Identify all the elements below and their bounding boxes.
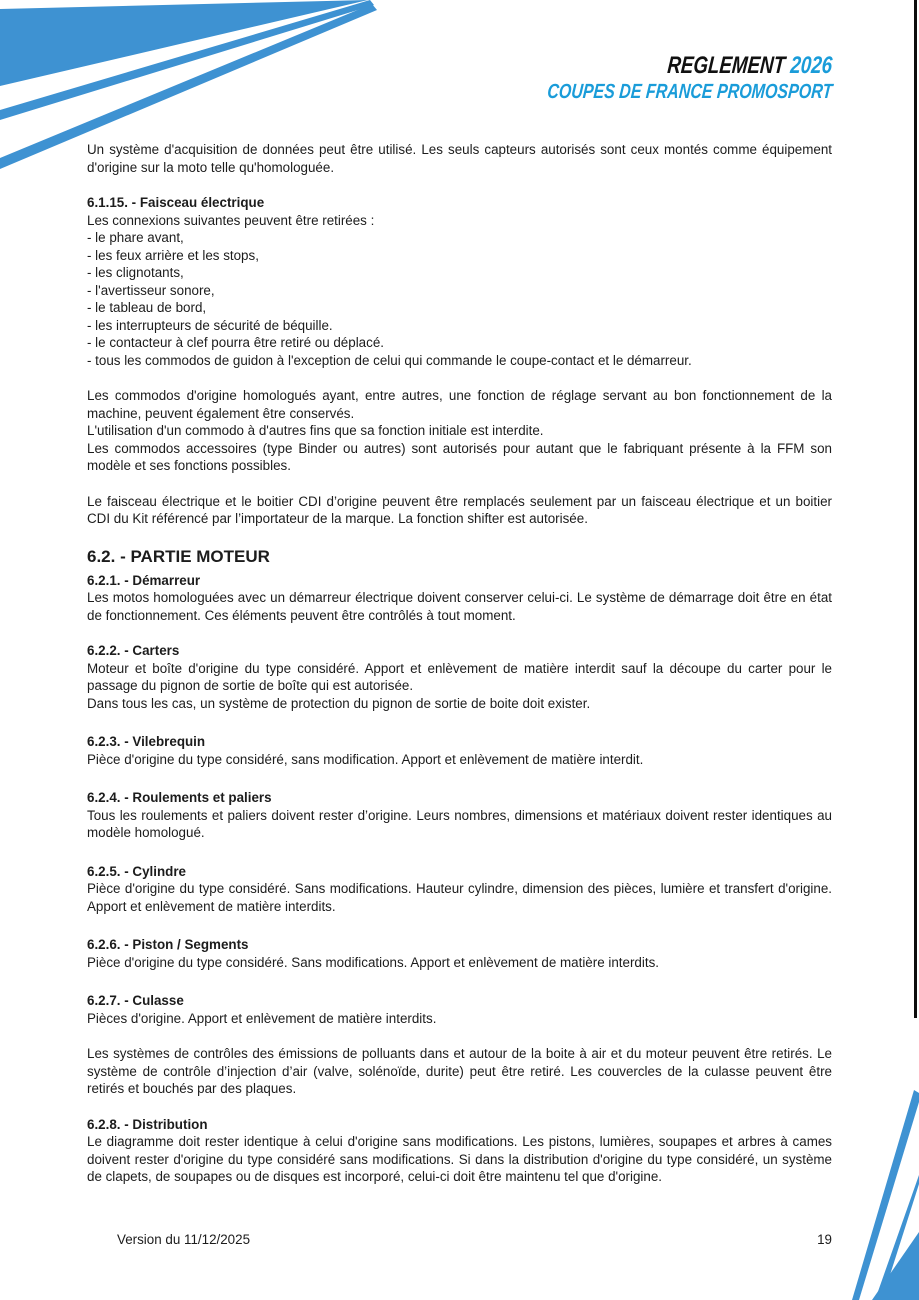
header-title: REGLEMENT: [666, 52, 787, 79]
list-item: - le contacteur à clef pourra être retiré ou déplacé.: [87, 335, 384, 350]
paragraph: Un système d'acquisition de données peut être utilisé. Les seuls capteurs autorisés sont ceux montés comme équipement d'origine sur la moto telle qu'homologuée.: [87, 142, 832, 175]
paragraph: Dans tous les cas, un système de protection du pignon de sortie de boite doit exister.: [87, 695, 591, 711]
paragraph: Les systèmes de contrôles des émissions de polluants dans et autour de la boite à air et du moteur peuvent être retirés. Le système de contrôle d’injection d’air (valve, solénoïde, durite) peut être retiré. Les couvercles de la culasse peuvent être retirés et bouchés par des plaques.: [87, 1046, 832, 1096]
list-item: - l'avertisseur sonore,: [87, 282, 215, 298]
paragraph: Les connexions suivantes peuvent être retirées :: [87, 212, 375, 228]
section-heading: 6.2.3. - Vilebrequin: [87, 734, 206, 749]
document-body: [87, 141, 832, 1186]
page-footer: [87, 1231, 832, 1249]
section-heading: 6.1.15. - Faisceau électrique: [87, 195, 265, 210]
section-heading: 6.2.5. - Cylindre: [87, 863, 186, 879]
header-year: 2026: [789, 52, 834, 79]
list-item: - le phare avant,: [87, 230, 184, 245]
list-item: - tous les commodos de guidon à l'exception de celui qui commande le coupe-contact et le démarreur.: [87, 352, 692, 368]
section-heading: 6.2.2. - Carters: [87, 643, 180, 658]
header-subtitle: COUPES DE FRANCE PROMOSPORT: [546, 79, 833, 103]
paragraph: Les commodos accessoires (type Binder ou autres) sont autorisés pour autant que le fabriquant présente à la FFM son modèle et ses fonctions possibles.: [87, 440, 832, 473]
list-item: - les clignotants,: [87, 265, 184, 280]
paragraph: Tous les roulements et paliers doivent rester d’origine. Leurs nombres, dimensions et matériaux doivent rester identiques au modèle homologué.: [87, 807, 832, 840]
report-header: [467, 54, 832, 102]
page-edge-line: [914, 0, 917, 1018]
paragraph: Les commodos d'origine homologués ayant, entre autres, une fonction de réglage servant au bon fonctionnement de la machine, peuvent également être conservés.: [87, 388, 832, 421]
paragraph: Moteur et boîte d'origine du type considéré. Apport et enlèvement de matière interdit sauf la découpe du carter pour le passage du pignon de sortie de boîte qui est autorisée.: [87, 660, 832, 693]
paragraph: Les motos homologuées avec un démarreur électrique doivent conserver celui-ci. Le système de démarrage doit être en état de fonctionnement. Ces éléments peuvent être contrôlés à tout moment.: [87, 590, 832, 623]
page-number: 19: [817, 1232, 832, 1247]
list-item: - les interrupteurs de sécurité de béquille.: [87, 317, 333, 333]
section-heading: 6.2.6. - Piston / Segments: [87, 937, 249, 952]
list-item: - le tableau de bord,: [87, 300, 207, 315]
header-title-line: [666, 54, 833, 79]
paragraph: Pièces d'origine. Apport et enlèvement de matière interdits.: [87, 1010, 437, 1026]
section-heading: 6.2.8. - Distribution: [87, 1116, 208, 1132]
section-heading: 6.2.7. - Culasse: [87, 993, 184, 1008]
paragraph: Pièce d'origine du type considéré. Sans modifications. Apport et enlèvement de matière interdits.: [87, 954, 659, 970]
paragraph: Pièce d'origine du type considéré, sans modification. Apport et enlèvement de matière interdit.: [87, 751, 644, 767]
list-item: - les feux arrière et les stops,: [87, 247, 259, 263]
chapter-heading: 6.2. - PARTIE MOTEUR: [87, 546, 270, 566]
section-heading: 6.2.1. - Démarreur: [87, 572, 201, 588]
paragraph: L'utilisation d'un commodo à d'autres fins que sa fonction initiale est interdite.: [87, 423, 544, 438]
section-heading: 6.2.4. - Roulements et paliers: [87, 790, 272, 805]
paragraph: Le faisceau électrique et le boitier CDI d’origine peuvent être remplacés seulement par un faisceau électrique et un boitier CDI du Kit référencé par l’importateur de la marque. La fonction shifter est autorisée.: [87, 493, 832, 526]
bottom-right-stripes-decoration: [849, 1090, 919, 1300]
paragraph: Pièce d'origine du type considéré. Sans modifications. Hauteur cylindre, dimension des pièces, lumière et transfert d'origine. Apport et enlèvement de matière interdits.: [87, 881, 832, 914]
version-label: Version du 11/12/2025: [117, 1232, 251, 1247]
paragraph: Le diagramme doit rester identique à celui d'origine sans modifications. Les pistons, lumières, soupapes et arbres à cames doivent rester d'origine du type considéré sans modifications. Si dans la distribution d'origine du type considéré, un système de clapets, de soupapes ou de disques est incorporé, celui-ci doit être maintenu tel que d'origine.: [87, 1134, 832, 1184]
